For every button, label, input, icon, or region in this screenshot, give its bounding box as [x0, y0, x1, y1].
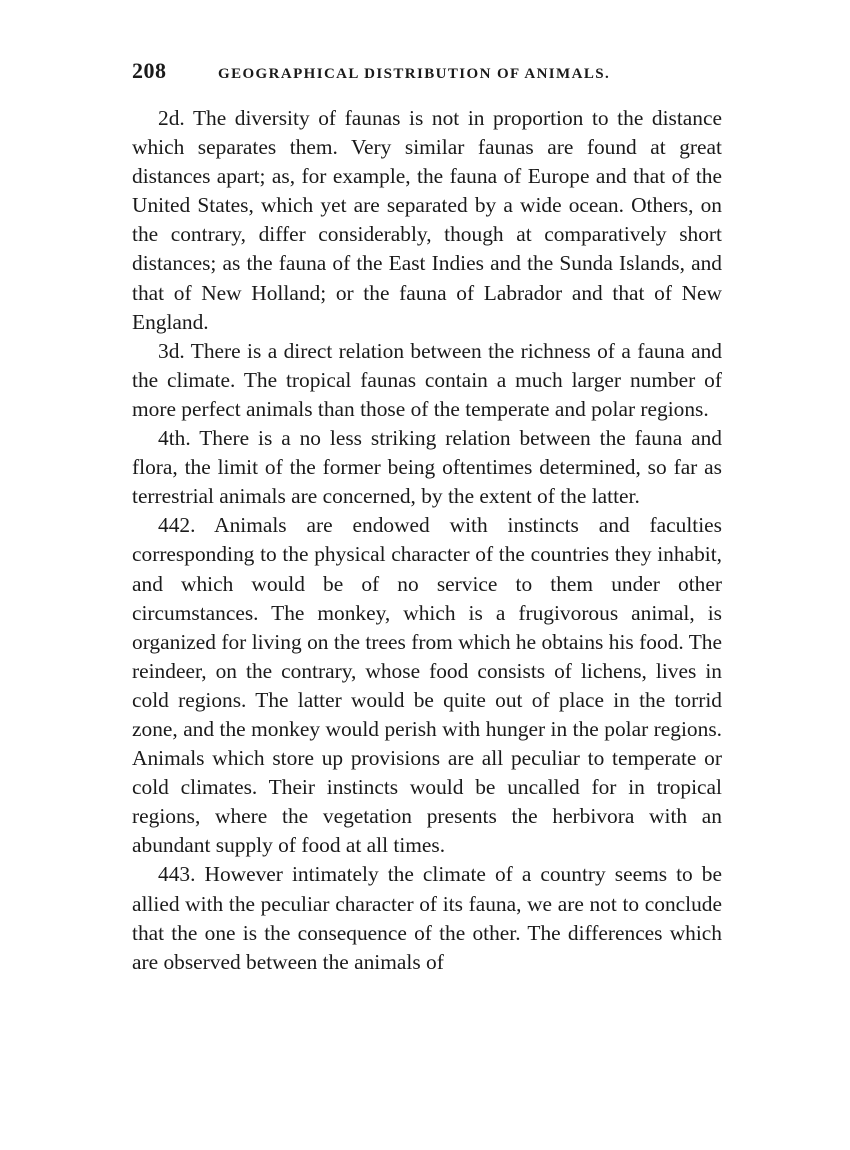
paragraph-3d: 3d. There is a direct relation between the richness of a fauna and the climate. The tropical faunas contain a much larger number of more perfect animals than those of the temperate and polar regions.: [132, 338, 722, 421]
body-text: [132, 104, 722, 977]
paragraph-4th: 4th. There is a no less striking relation between the fauna and flora, the limit of the former being oftentimes determined, so far as terrestrial animals are concerned, by the extent of the latter.: [132, 426, 722, 509]
page-number: 208: [132, 58, 167, 83]
paragraph-442: 442. Animals are endowed with instincts and faculties corresponding to the physical character of the countries they inhabit, and which would be of no service to them under other circumstances. The monkey, which is a frugivorous animal, is organized for living on the trees from which he obtains his food. The reindeer, on the contrary, whose food consists of lichens, lives in cold regions. The latter would be quite out of place in the torrid zone, and the monkey would perish with hunger in the polar regions. Animals which store up provisions are all peculiar to temperate or cold climates. Their instincts would be uncalled for in tropical regions, where the vegetation presents the herbivora with an abundant supply of food at all times.: [132, 513, 722, 858]
book-page: [132, 58, 722, 977]
paragraph-2d: 2d. The diversity of faunas is not in proportion to the distance which separates them. Very similar faunas are found at great distances apart; as, for example, the fauna of Europe and that of the United States, which yet are separated by a wide ocean. Others, on the contrary, differ considerably, though at comparatively short distances; as the fauna of the East Indies and the Sunda Islands, and that of New Holland; or the fauna of Labrador and that of New England.: [132, 106, 722, 334]
running-title: GEOGRAPHICAL DISTRIBUTION OF ANIMALS.: [218, 66, 611, 82]
running-head: [132, 58, 722, 88]
paragraph-443: 443. However intimately the climate of a country seems to be allied with the peculiar character of its fauna, we are not to conclude that the one is the consequence of the other. The differences which are observed between the animals of: [132, 862, 722, 974]
